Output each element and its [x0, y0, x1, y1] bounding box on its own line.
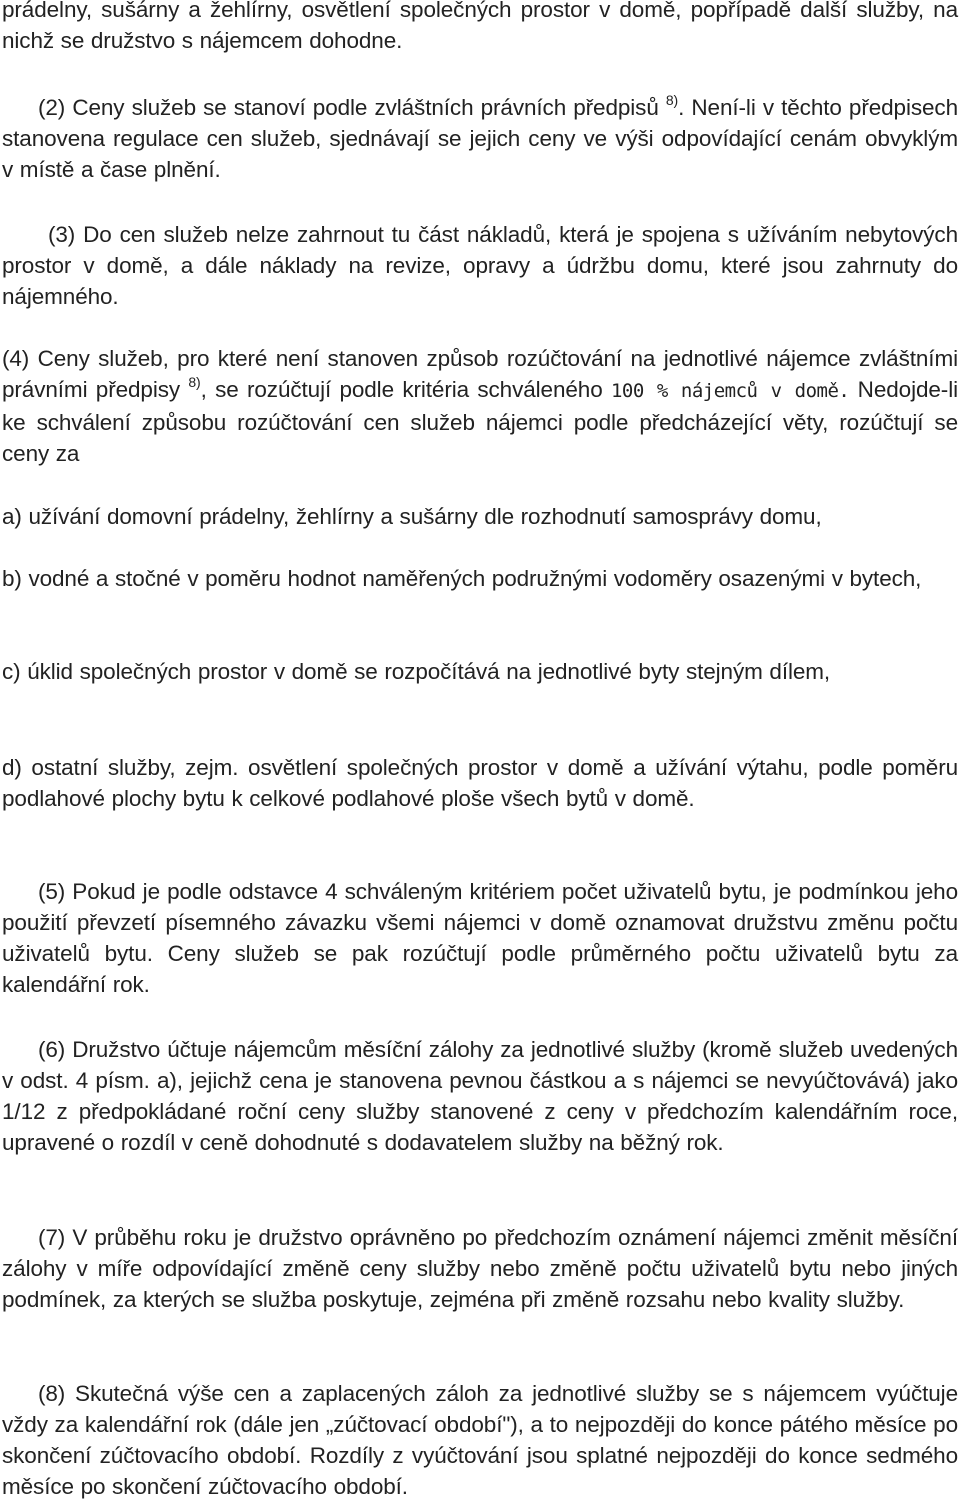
- paragraph-intro: prádelny, sušárny a žehlírny, osvětlení společných prostor v domě, popřípadě další služby, na nichž se družstvo s nájemcem dohodne.: [2, 0, 958, 53]
- list-item-a: a) užívání domovní prádelny, žehlírny a sušárny dle rozhodnutí samosprávy domu,: [2, 504, 822, 529]
- paragraph-4-text-c: 100 % nájemců v domě.: [610, 380, 850, 402]
- paragraph-4-text-b: , se rozúčtují podle kritéria schváleného: [200, 377, 603, 402]
- footnote-ref-8: 8): [665, 92, 679, 108]
- paragraph-4-text-a: (4) Ceny služeb, pro které není stanoven způsob rozúčtování na jednotlivé nájemce zvláštními právními předpisy: [2, 346, 958, 402]
- list-item-d: d) ostatní služby, zejm. osvětlení společných prostor v domě a užívání výtahu, podle poměru podlahové plochy bytu k celkové podlahové ploše všech bytů v domě.: [2, 755, 958, 811]
- paragraph-5: (5) Pokud je podle odstavce 4 schváleným kritériem počet uživatelů bytu, je podmínkou jeho použití převzetí písemného závazku všemi nájemci v domě oznamovat družstvu změnu počtu uživatelů bytu. Ceny služeb se pak rozúčtují podle průměrného počtu uživatelů bytu za kalendářní rok.: [2, 879, 958, 997]
- paragraph-8: (8) Skutečná výše cen a zaplacených záloh za jednotlivé služby se s nájemcem vyúčtuje vždy za kalendářní rok (dále jen „zúčtovací období"), a to nejpozději do konce pátého měsíce po skončení zúčtovacího období. Rozdíly z vyúčtování jsou splatné nejpozději do konce sedmého měsíce po skončení zúčtovacího období.: [2, 1381, 958, 1499]
- paragraph-4: [2, 343, 958, 469]
- paragraph-2-text-b: . Není-li v těchto předpisech stanovena regulace cen služeb, sjednávají se jejich ceny ve výši odpovídající cenám obvyklým v místě a čase plnění.: [2, 95, 958, 182]
- paragraph-2: [2, 92, 958, 185]
- list-item-c: c) úklid společných prostor v domě se rozpočítává na jednotlivé byty stejným dílem,: [2, 659, 831, 684]
- paragraph-4-text-d: Nedojde-li ke schválení způsobu rozúčtování cen služeb nájemci podle předcházející věty, rozúčtují se ceny za: [2, 377, 958, 466]
- paragraph-2-text-a: (2) Ceny služeb se stanoví podle zvláštních právních předpisů: [38, 95, 659, 120]
- paragraph-7: (7) V průběhu roku je družstvo oprávněno po předchozím oznámení nájemci změnit měsíční zálohy v míře odpovídající změně ceny služby nebo změně počtu uživatelů bytu nebo jiných podmínek, za kterých se služba poskytuje, zejména při změně rozsahu nebo kvality služby.: [2, 1225, 958, 1312]
- list-item-b: b) vodné a stočné v poměru hodnot naměřených podružnými vodoměry osazenými v bytech,: [2, 566, 922, 591]
- footnote-ref-8-second: 8): [188, 374, 201, 390]
- paragraph-3: (3) Do cen služeb nelze zahrnout tu část nákladů, která je spojena s užíváním nebytových prostor v domě, a dále náklady na revize, opravy a údržbu domu, které jsou zahrnuty do nájemného.: [2, 222, 958, 309]
- paragraph-6: (6) Družstvo účtuje nájemcům měsíční zálohy za jednotlivé služby (kromě služeb uvedených v odst. 4 písm. a), jejichž cena je stanovena pevnou částkou a s nájemci se nevyúčtovává) jako 1/12 z předpokládané roční ceny služby stanovené z ceny v předchozím kalendářním roce, upravené o rozdíl v ceně dohodnuté s dodavatelem služby na běžný rok.: [2, 1037, 958, 1155]
